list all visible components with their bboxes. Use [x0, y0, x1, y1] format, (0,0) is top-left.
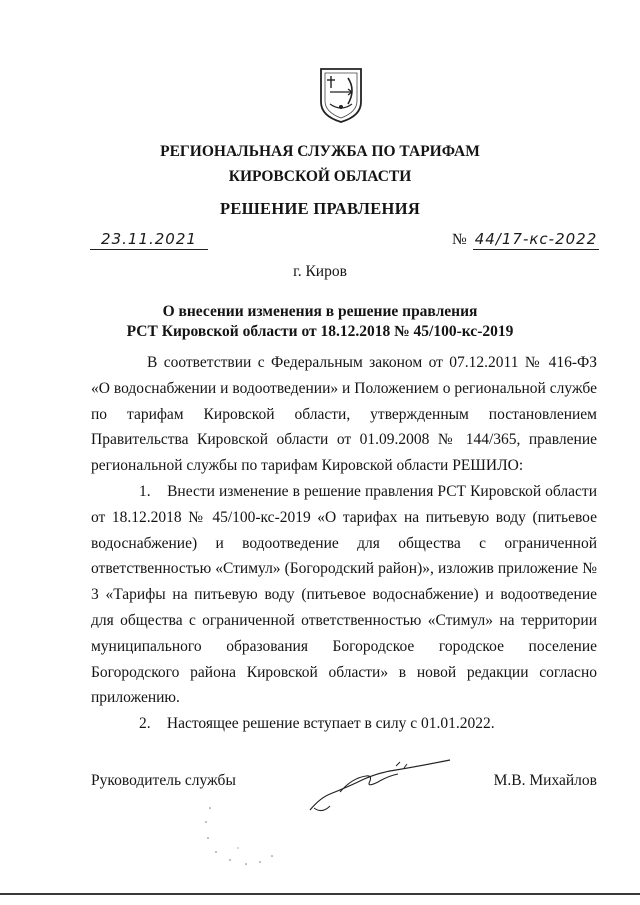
item-text: Внести изменение в решение правления РСТ Кировской области от 18.12.2018 № 45/100-кс-2019 «О тарифах на питьевую воду (питьевое водоснабжение) и водоотведение для общества с ограниченной ответственностью «Стимул» (Богородский район)», изложив приложение № 3 «Тарифы на питьевую воду (питьевое водоснабжение) и водоотведение для общества с ограниченной ответственностью «Стимул» на территории муниципального образования Богородское городское поселение Богородского района Кировской области» в новой редакции согласно приложению.	[91, 482, 597, 707]
preamble-paragraph: В соответствии с Федеральным законом от 07.12.2011 № 416-ФЗ «О водоснабжении и водоотведении» и Положением о региональной службе по тарифам Кировской области, утвержденным постановлением Правительства Кировской области от 01.09.2008 № 144/365, правление региональной службы по тарифам Кировской области РЕШИЛО:	[91, 354, 597, 475]
page-bottom-border	[0, 893, 640, 895]
organization-name	[0, 139, 640, 189]
signatory-name: М.В. Михайлов	[493, 772, 597, 789]
decision-subject	[0, 302, 640, 342]
handwritten-signature-icon	[300, 748, 460, 818]
number-label: №	[452, 231, 467, 248]
list-item	[91, 711, 597, 737]
decision-body	[91, 350, 597, 737]
item-number: 1.	[139, 482, 151, 500]
city: г. Киров	[293, 263, 347, 280]
item-text: Настоящее решение вступает в силу с 01.01.2022.	[166, 715, 495, 733]
subject-line1: О внесении изменения в решение правления	[162, 303, 478, 320]
decision-number: 44/17-кс-2022	[474, 230, 598, 248]
stamp-trace-icon	[200, 800, 320, 870]
subject-line2: РСТ Кировской области от 18.12.2018 № 45/100-кс-2019	[126, 323, 514, 340]
decision-date: 23.11.2021	[90, 230, 208, 250]
document-type-title: РЕШЕНИЕ ПРАВЛЕНИЯ	[219, 199, 421, 218]
org-name-line1: РЕГИОНАЛЬНАЯ СЛУЖБА ПО ТАРИФАМ	[160, 143, 480, 160]
list-item	[91, 479, 597, 711]
org-name-line2: КИРОВСКОЙ ОБЛАСТИ	[228, 168, 412, 185]
item-number: 2.	[139, 715, 151, 733]
signatory-role: Руководитель службы	[91, 772, 236, 789]
kirov-oblast-coat-of-arms-icon	[318, 66, 364, 124]
